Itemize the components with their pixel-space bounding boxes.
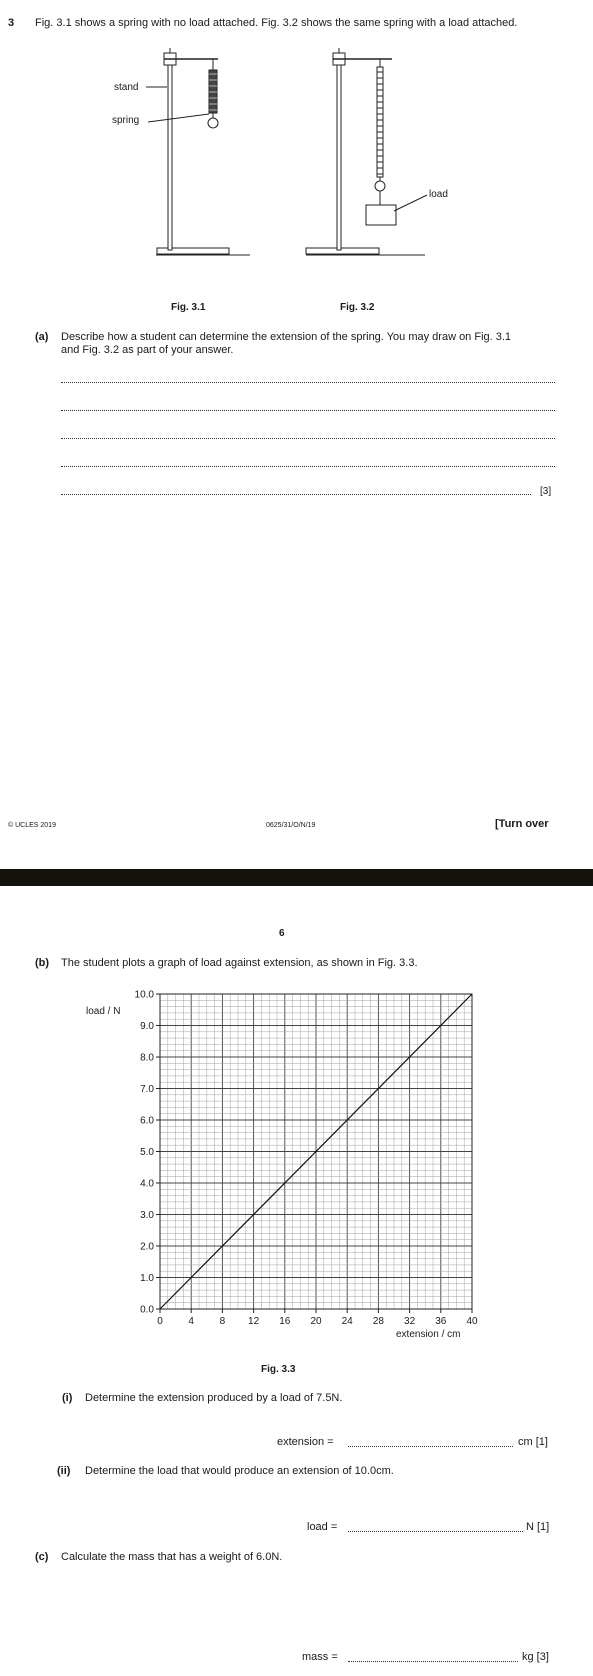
load-unit-marks: N [1] (526, 1521, 550, 1533)
sub-i-question: Determine the extension produced by a load of 7.5N. (85, 1392, 343, 1404)
footer-turn-over: [Turn over (495, 818, 549, 830)
mass-answer-label: mass = (302, 1651, 338, 1663)
stand-label: stand (114, 82, 139, 93)
y-tick-label: 5.0 (140, 1147, 154, 1158)
x-tick-label: 36 (435, 1316, 447, 1327)
x-tick-label: 4 (188, 1316, 194, 1327)
extension-answer-line[interactable] (348, 1446, 513, 1447)
footer-copyright: © UCLES 2019 (8, 822, 56, 829)
y-tick-label: 4.0 (140, 1178, 154, 1190)
x-tick-label: 28 (372, 1316, 384, 1327)
y-axis-label: load / N (86, 1006, 121, 1017)
part-a-marks: [3] (540, 486, 552, 497)
fig31-caption: Fig. 3.1 (171, 302, 206, 313)
x-tick-label: 16 (279, 1316, 291, 1327)
part-c-label: (c) (35, 1551, 49, 1563)
fig32-spring (375, 59, 385, 205)
part-a-label: (a) (35, 331, 49, 343)
part-b-label: (b) (35, 957, 50, 969)
load-mass-block (366, 205, 396, 225)
load-answer-label: load = (307, 1521, 338, 1533)
spring-apparatus-figure (0, 40, 593, 290)
x-tick-label: 32 (404, 1316, 416, 1327)
mass-unit-marks: kg [3] (522, 1651, 549, 1663)
question-number: 3 (8, 17, 15, 29)
fig32-caption: Fig. 3.2 (340, 302, 375, 313)
x-tick-label: 24 (341, 1316, 353, 1327)
x-tick-label: 12 (248, 1316, 260, 1327)
y-tick-label: 3.0 (140, 1210, 154, 1221)
load-label: load (429, 189, 448, 200)
load-answer-line[interactable] (348, 1531, 523, 1532)
x-tick-label: 20 (310, 1316, 322, 1327)
mass-answer-line[interactable] (348, 1661, 518, 1662)
spring-label: spring (112, 115, 140, 126)
x-tick-label: 0 (157, 1316, 163, 1327)
y-tick-label: 6.0 (140, 1115, 154, 1127)
footer-paper-code: 0625/31/O/N/19 (266, 822, 316, 829)
load-leader-line (394, 195, 427, 211)
x-tick-label: 8 (219, 1316, 226, 1327)
fig31-stand (156, 48, 250, 255)
part-a-question-line2: and Fig. 3.2 as part of your answer. (61, 344, 234, 356)
answer-line[interactable] (61, 382, 555, 383)
y-tick-label: 10.0 (134, 989, 154, 1001)
spring-leader-line (148, 114, 209, 122)
fig33-caption: Fig. 3.3 (261, 1364, 296, 1375)
part-a-question-line1: Describe how a student can determine the extension of the spring. You may draw on Fig. 3.1 (61, 331, 512, 343)
y-tick-label: 1.0 (140, 1273, 154, 1284)
y-tick-label: 2.0 (140, 1241, 154, 1253)
extension-answer-label: extension = (277, 1436, 334, 1448)
answer-line[interactable] (61, 494, 531, 495)
y-tick-label: 9.0 (140, 1021, 154, 1032)
answer-line[interactable] (61, 410, 555, 411)
answer-line[interactable] (61, 438, 555, 439)
y-tick-label: 7.0 (140, 1084, 154, 1095)
page-divider (0, 869, 593, 886)
part-b-question: The student plots a graph of load against extension, as shown in Fig. 3.3. (61, 957, 418, 969)
answer-line[interactable] (61, 466, 555, 467)
sub-ii-label: (ii) (57, 1465, 71, 1477)
question-intro: Fig. 3.1 shows a spring with no load attached. Fig. 3.2 shows the same spring with a load attached. (35, 17, 518, 29)
y-tick-label: 8.0 (140, 1052, 154, 1064)
page-number: 6 (279, 928, 285, 939)
part-c-question: Calculate the mass that has a weight of 6.0N. (61, 1551, 283, 1563)
fig31-spring (208, 59, 218, 128)
x-axis-label: extension / cm (396, 1329, 461, 1340)
load-extension-graph (70, 982, 490, 1344)
y-tick-label: 0.0 (140, 1304, 154, 1316)
sub-i-label: (i) (62, 1392, 73, 1404)
sub-ii-question: Determine the load that would produce an extension of 10.0cm. (85, 1465, 394, 1477)
x-tick-label: 40 (466, 1316, 478, 1327)
extension-unit-marks: cm [1] (518, 1436, 548, 1448)
